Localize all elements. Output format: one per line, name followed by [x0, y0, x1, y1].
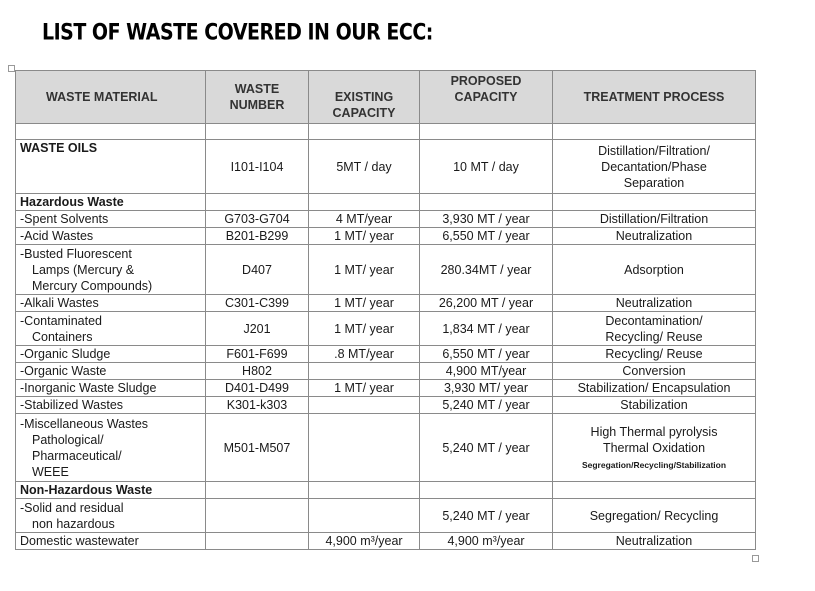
- section-heading: Non-Hazardous Waste: [16, 482, 206, 499]
- cell-proposed: 5,240 MT / year: [420, 499, 553, 533]
- cell-material: -Busted Fluorescent Lamps (Mercury & Mercury Compounds): [16, 245, 206, 295]
- cell-number: [206, 533, 309, 550]
- cell-material: -Spent Solvents: [16, 211, 206, 228]
- cell-material: -Organic Waste: [16, 363, 206, 380]
- table-row: [16, 499, 756, 533]
- cell-number: I101-I104: [206, 140, 309, 194]
- cell-treatment: Neutralization: [553, 295, 756, 312]
- cell-number: [206, 499, 309, 533]
- cell-number: K301-k303: [206, 397, 309, 414]
- cell-material: WASTE OILS: [16, 140, 206, 194]
- table-row: [16, 228, 756, 245]
- header-waste-number: WASTE NUMBER: [206, 71, 309, 124]
- section-heading: Hazardous Waste: [16, 194, 206, 211]
- cell-material: Domestic wastewater: [16, 533, 206, 550]
- spacer-row: [16, 124, 756, 140]
- cell-number: J201: [206, 312, 309, 346]
- cell-proposed: 4,900 MT/year: [420, 363, 553, 380]
- cell-proposed: 4,900 m³/year: [420, 533, 553, 550]
- table-row: [16, 380, 756, 397]
- cell-number: M501-M507: [206, 414, 309, 482]
- table-header-row: [16, 71, 756, 124]
- header-waste-material: WASTE MATERIAL: [16, 71, 206, 124]
- table-row: [16, 295, 756, 312]
- table-row: [16, 397, 756, 414]
- cell-existing: [309, 414, 420, 482]
- cell-material: -Miscellaneous Wastes Pathological/ Pharmaceutical/ WEEE: [16, 414, 206, 482]
- cell-proposed: 3,930 MT/ year: [420, 380, 553, 397]
- cell-treatment: Decontamination/ Recycling/ Reuse: [553, 312, 756, 346]
- cell-existing: 1 MT/ year: [309, 245, 420, 295]
- cell-material: -Alkali Wastes: [16, 295, 206, 312]
- cell-treatment: Neutralization: [553, 533, 756, 550]
- cell-material: -Organic Sludge: [16, 346, 206, 363]
- cell-treatment: Distillation/Filtration/ Decantation/Phase Separation: [553, 140, 756, 194]
- table-row: [16, 414, 756, 482]
- cell-number: F601-F699: [206, 346, 309, 363]
- waste-table: [15, 70, 756, 550]
- cell-number: C301-C399: [206, 295, 309, 312]
- cell-number: D407: [206, 245, 309, 295]
- cell-existing: 1 MT/ year: [309, 295, 420, 312]
- cell-existing: [309, 397, 420, 414]
- cell-proposed: 10 MT / day: [420, 140, 553, 194]
- cell-material: -Stabilized Wastes: [16, 397, 206, 414]
- cell-existing: .8 MT/year: [309, 346, 420, 363]
- cell-proposed: 26,200 MT / year: [420, 295, 553, 312]
- header-existing-capacity: EXISTING CAPACITY: [309, 71, 420, 124]
- cell-material: -Inorganic Waste Sludge: [16, 380, 206, 397]
- cell-existing: 5MT / day: [309, 140, 420, 194]
- cell-existing: [309, 363, 420, 380]
- table-row-nonhaz-heading: [16, 482, 756, 499]
- cell-treatment: Recycling/ Reuse: [553, 346, 756, 363]
- cell-proposed: 3,930 MT / year: [420, 211, 553, 228]
- cell-number: D401-D499: [206, 380, 309, 397]
- table-row: [16, 533, 756, 550]
- cell-proposed: 280.34MT / year: [420, 245, 553, 295]
- table-row-hazardous-heading: [16, 194, 756, 211]
- table-row: [16, 363, 756, 380]
- table-row: [16, 346, 756, 363]
- page-title: LIST OF WASTE COVERED IN OUR ECC:: [42, 20, 433, 46]
- cell-treatment: Stabilization/ Encapsulation: [553, 380, 756, 397]
- cell-treatment: Adsorption: [553, 245, 756, 295]
- cell-proposed: 6,550 MT / year: [420, 228, 553, 245]
- frame-handle-bottom-right: [752, 555, 759, 562]
- cell-proposed: 1,834 MT / year: [420, 312, 553, 346]
- cell-existing: 1 MT/ year: [309, 228, 420, 245]
- cell-number: G703-G704: [206, 211, 309, 228]
- cell-number: H802: [206, 363, 309, 380]
- table-row: [16, 312, 756, 346]
- cell-treatment: Neutralization: [553, 228, 756, 245]
- table-row-waste-oils: [16, 140, 756, 194]
- cell-number: B201-B299: [206, 228, 309, 245]
- cell-material: -Contaminated Containers: [16, 312, 206, 346]
- cell-existing: 4 MT/year: [309, 211, 420, 228]
- cell-proposed: 5,240 MT / year: [420, 397, 553, 414]
- cell-proposed: 6,550 MT / year: [420, 346, 553, 363]
- cell-treatment: Distillation/Filtration: [553, 211, 756, 228]
- table-row: [16, 245, 756, 295]
- cell-treatment: Conversion: [553, 363, 756, 380]
- frame-handle-top-left: [8, 65, 15, 72]
- cell-existing: 1 MT/ year: [309, 312, 420, 346]
- cell-existing: [309, 499, 420, 533]
- cell-existing: 4,900 m³/year: [309, 533, 420, 550]
- header-proposed-capacity: PROPOSED CAPACITY: [420, 71, 553, 124]
- header-treatment-process: TREATMENT PROCESS: [553, 71, 756, 124]
- cell-material: -Acid Wastes: [16, 228, 206, 245]
- cell-treatment: Stabilization: [553, 397, 756, 414]
- cell-existing: 1 MT/ year: [309, 380, 420, 397]
- cell-proposed: 5,240 MT / year: [420, 414, 553, 482]
- cell-treatment: High Thermal pyrolysis Thermal Oxidation Segregation/Recycling/Stabilization: [553, 414, 756, 482]
- cell-treatment: Segregation/ Recycling: [553, 499, 756, 533]
- cell-material: -Solid and residual non hazardous: [16, 499, 206, 533]
- table-row: [16, 211, 756, 228]
